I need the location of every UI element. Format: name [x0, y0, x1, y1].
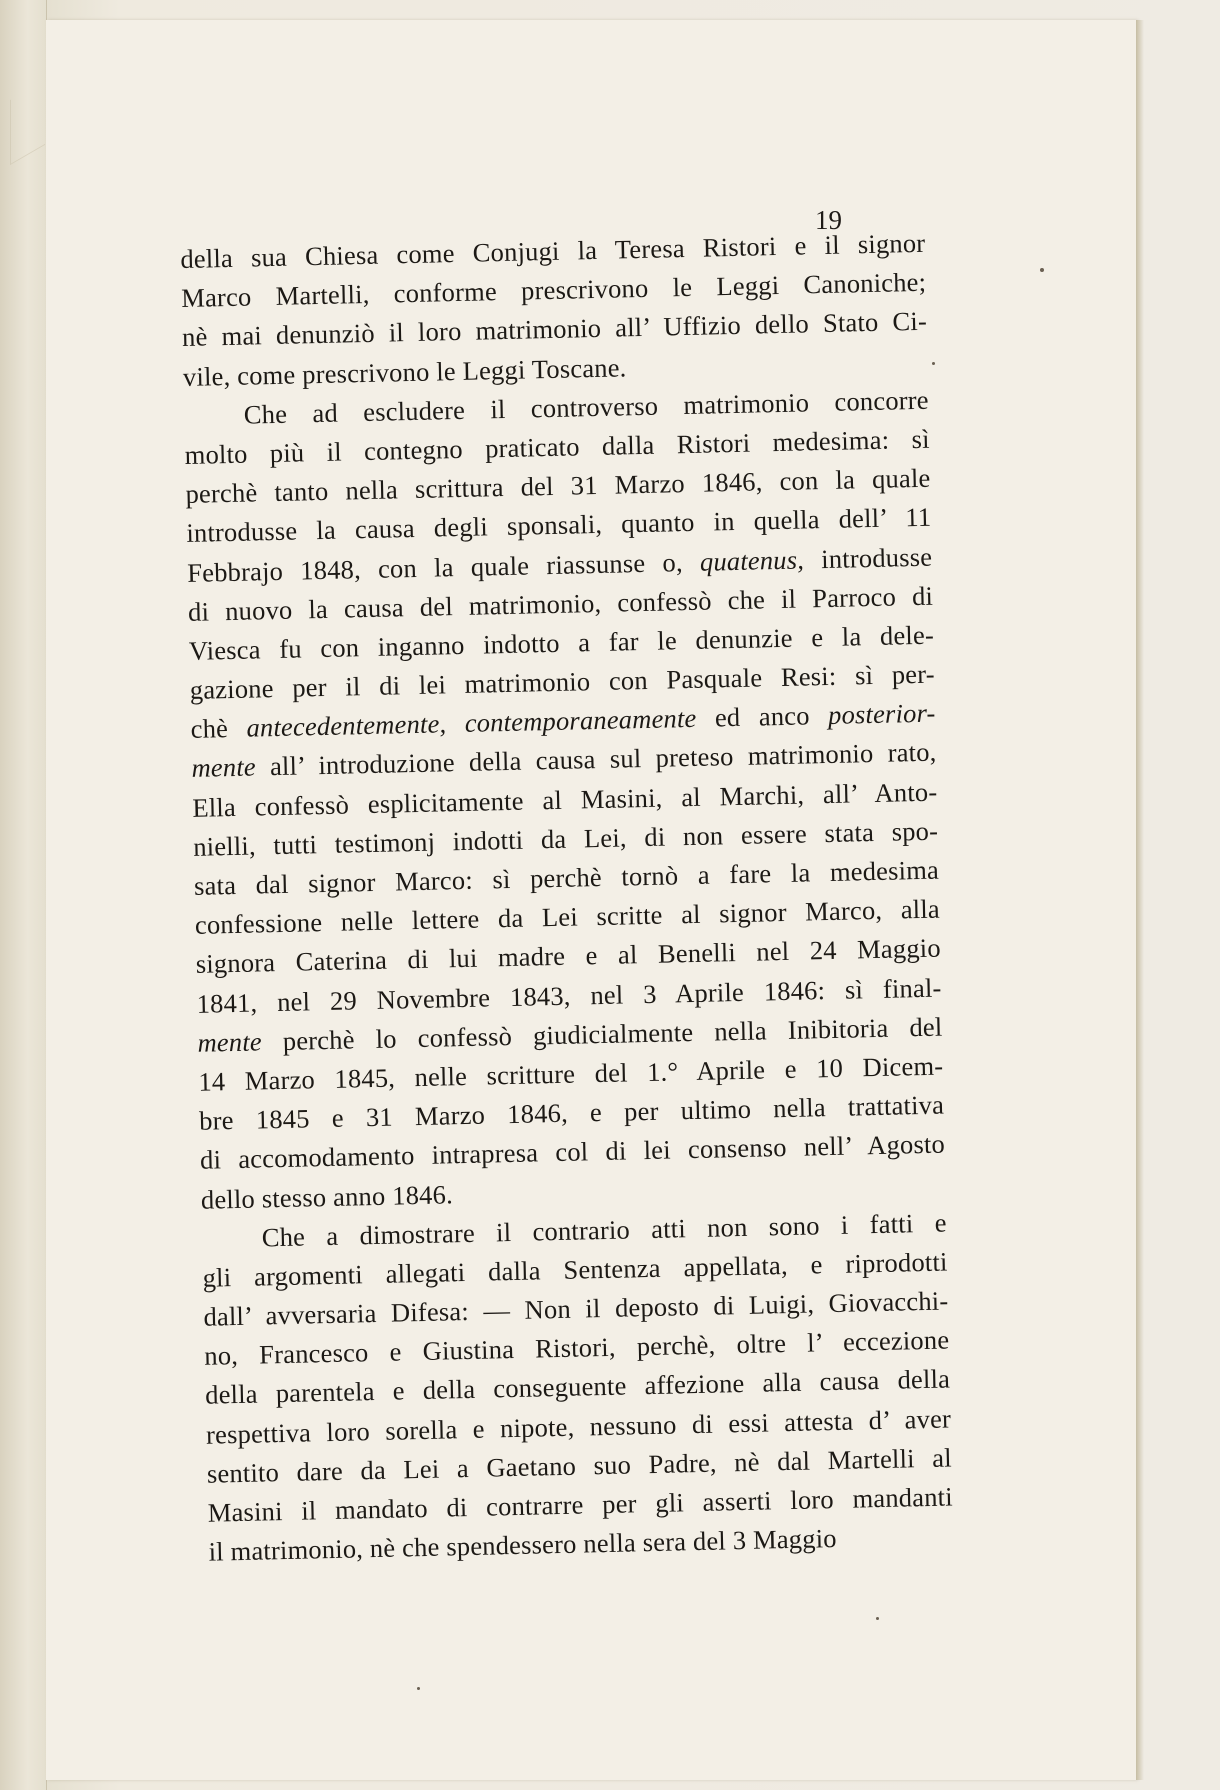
text-line: di nuovo la causa del matrimonio, confessò che il Parroco di — [187, 580, 934, 627]
text-line: chè antecedentemente, contemporaneamente ed anco posterior- — [190, 697, 936, 745]
text-line: no, Francesco e Giustina Ristori, perchè, oltre l’ eccezione — [204, 1324, 950, 1371]
page-edge-shadow — [1136, 20, 1144, 1780]
ink-speck — [932, 362, 935, 365]
text-line: di accomodamento intrapresa col di lei consenso nell’ Agosto — [199, 1128, 946, 1176]
binding-gutter — [0, 0, 47, 1790]
text-line: Febbrajo 1848, con la quale riassunse o, quatenus, introdusse — [186, 541, 933, 588]
text-line: respettiva loro sorella e nipote, nessuno di essi attesta d’ aver — [205, 1403, 952, 1450]
text-line: Masini il mandato di contrarre per gli asserti loro mandanti — [207, 1481, 954, 1528]
text-line: nielli, tutti testimonj indotti da Lei, di non essere stata spo- — [192, 815, 939, 862]
text-line: dall’ avversaria Difesa: — Non il deposto di Luigi, Giovacchi- — [203, 1285, 949, 1332]
paragraph — [201, 1203, 954, 1572]
text-line: sata dal signor Marco: sì perchè tornò a fare la medesima — [193, 854, 940, 901]
text-line: Che ad escludere il controverso matrimonio concorre — [243, 384, 930, 430]
text-line: sentito dare da Lei a Gaetano suo Padre, nè dal Martelli al — [206, 1442, 953, 1489]
paragraph — [180, 224, 928, 397]
text-line: signora Caterina di lui madre e al Benelli nel 24 Maggio — [195, 932, 942, 980]
text-line: della parentela e della conseguente affezione alla causa della — [204, 1363, 951, 1411]
text-line: della sua Chiesa come Conjugi la Teresa Ristori e il signor — [180, 227, 926, 274]
text-line: dello stesso anno 1846. — [200, 1178, 454, 1215]
text-line: 14 Marzo 1845, nelle scritture del 1.° Aprile e 10 Dicem- — [198, 1050, 944, 1097]
text-line: confessione nelle lettere da Lei scritte al signor Marco, alla — [194, 893, 941, 941]
paragraph — [183, 380, 946, 1219]
text-line: 1841, nel 29 Novembre 1843, nel 3 Aprile 1846: sì final- — [196, 972, 942, 1019]
text-line: mente perchè lo confessò giudicialmente nella Inibitoria del — [197, 1011, 943, 1058]
text-line: il matrimonio, nè che spendessero nella sera del 3 Maggio — [208, 1523, 837, 1567]
text-line: bre 1845 e 31 Marzo 1846, e per ultimo nella trattativa — [198, 1089, 945, 1136]
text-line: Marco Martelli, conforme prescrivono le Leggi Canoniche; — [180, 266, 927, 314]
text-line: Viesca fu con inganno indotto a far le denunzie e la dele- — [188, 619, 935, 666]
text-line: gazione per il di lei matrimonio con Pasquale Resi: sì per- — [189, 658, 936, 705]
page-number: 19 — [815, 205, 842, 235]
text-line: vile, come prescrivono le Leggi Toscane. — [182, 351, 627, 392]
text-line: Ella confessò esplicitamente al Masini, al Marchi, all’ Anto- — [192, 776, 938, 823]
text-line: introdusse la causa degli sponsali, quanto in quella dell’ 11 — [186, 501, 932, 549]
body-text — [180, 224, 957, 1700]
text-line: gli argomenti allegati dalla Sentenza appellata, e riprodotti — [202, 1246, 948, 1293]
text-line: mente all’ introduzione della causa sul preteso matrimonio rato, — [191, 737, 937, 784]
ink-speck — [1040, 268, 1044, 272]
text-line: molto più il contegno praticato dalla Ristori medesima: sì — [184, 423, 930, 470]
text-line: perchè tanto nella scrittura del 31 Marzo 1846, con la quale — [185, 462, 931, 510]
text-line: nè mai denunziò il loro matrimonio all’ Uffizio dello Stato Ci- — [181, 306, 928, 353]
text-line: Che a dimostrare il contrario atti non sono i fatti e — [261, 1207, 947, 1253]
